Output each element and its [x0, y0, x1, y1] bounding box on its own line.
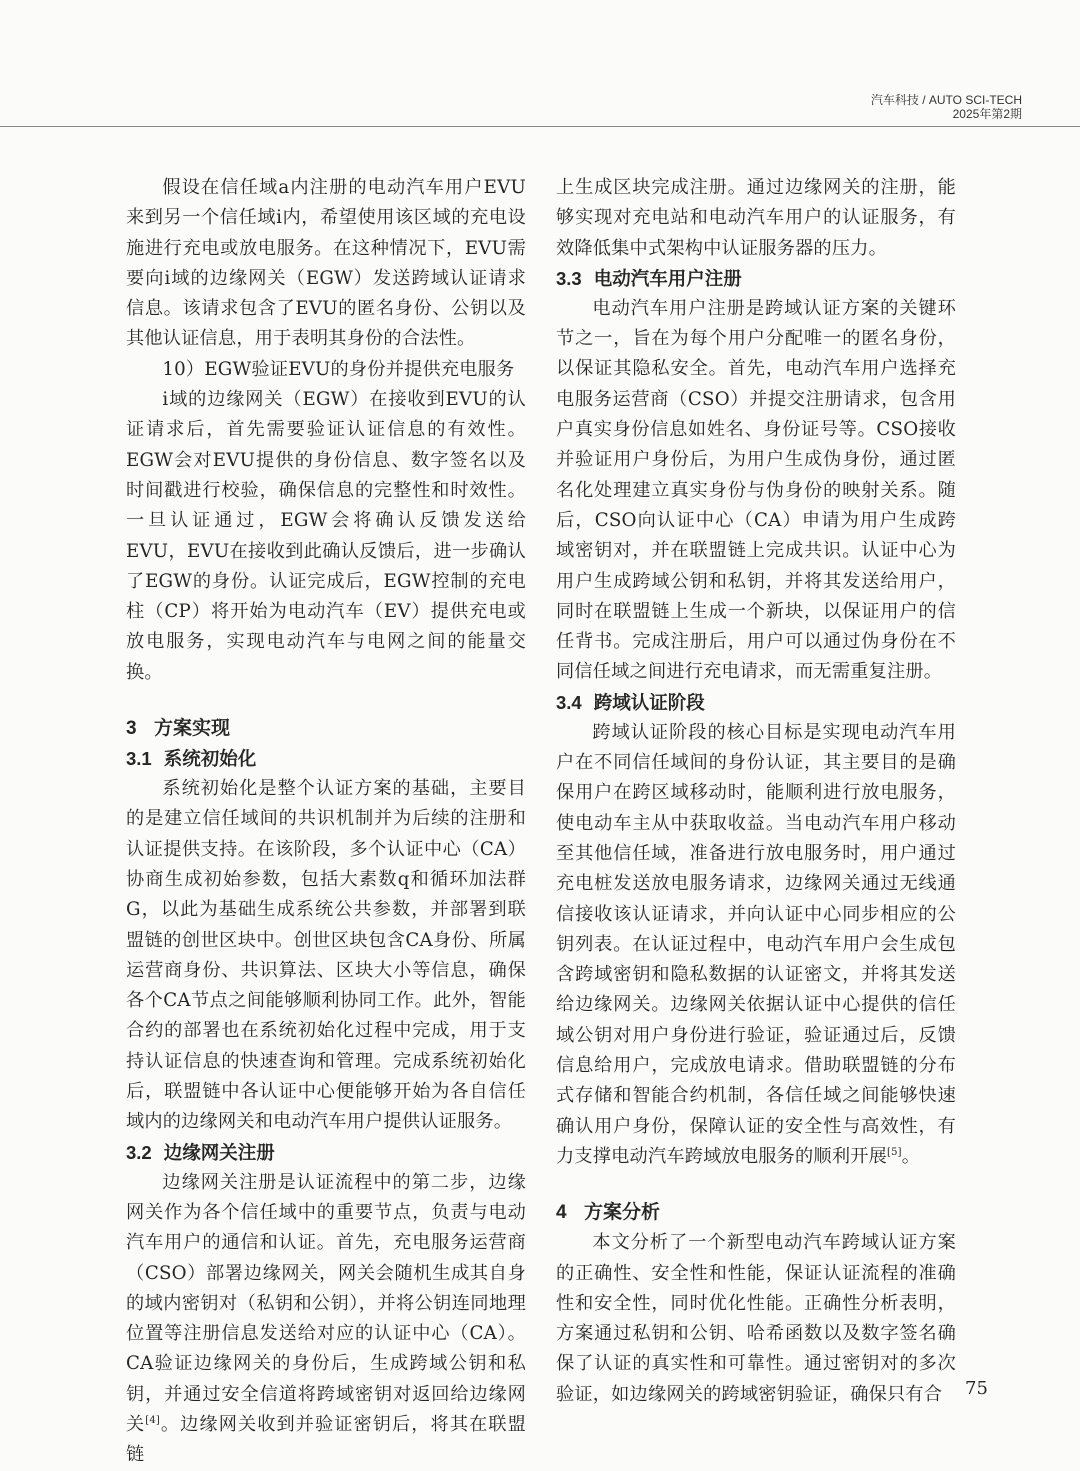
subsection-title: 系统初始化 — [163, 748, 257, 770]
subsection-title: 边缘网关注册 — [163, 1141, 275, 1163]
subsection-heading-3-3 — [556, 264, 956, 294]
subsection-number: 3.1 — [126, 748, 152, 770]
paragraph: 系统初始化是整个认证方案的基础，主要目的是建立信任域间的共识机制并为后续的注册和认证提供支持。在该阶段，多个认证中心（CA）协商生成初始参数，包括大素数q和循环加法群G，以此为基础生成系统公共参数，并部署到联盟链的创世区块中。创世区块包含CA身份、所属运营商身份、共识算法、区块大小等信息，确保各个CA节点之间能够顺利协同工作。此外，智能合约的部署也在系统初始化过程中完成，用于支持认证信息的快速查询和管理。完成系统初始化后，联盟链中各认证中心便能够开始为各自信任域内的边缘网关和电动汽车用户提供认证服务。 — [126, 778, 526, 1133]
issue-label: 2025年第2期 — [952, 107, 1022, 121]
subsection-heading-3-1 — [126, 744, 526, 774]
paragraph-text: 。边缘网关收到并验证密钥后，将其在联盟链 — [126, 1413, 526, 1466]
section-gap — [126, 688, 526, 714]
citation-ref: [5] — [886, 1146, 902, 1158]
section-heading-4 — [556, 1198, 956, 1228]
subsection-title: 跨域认证阶段 — [593, 691, 705, 713]
section-gap — [556, 1172, 956, 1198]
subsection-number: 3.4 — [556, 691, 582, 713]
section-number: 3 — [126, 718, 137, 740]
paragraph: 本文分析了一个新型电动汽车跨域认证方案的正确性、安全性和性能，保证认证流程的准确性和安全性，同时优化性能。正确性分析表明，方案通过私钥和公钥、哈希函数以及数字签名确保了认证的真实性和可靠性。通过密钥对的多次验证，如边缘网关的跨域密钥验证，确保只有合 — [556, 1232, 956, 1405]
paragraph — [556, 718, 956, 1172]
subsection-heading-3-2 — [126, 1138, 526, 1168]
paragraph — [126, 1168, 526, 1471]
paragraph-text: 跨域认证阶段的核心目标是实现电动汽车用户在不同信任域间的身份认证，其主要目的是确保用户在跨区域移动时，能顺利进行放电服务，使电动车主从中获取收益。当电动汽车用户移动至其他信任域，准备进行放电服务时，用户通过充电桩发送放电服务请求，边缘网关通过无线通信接收该认证请求，并向认证中心同步相应的公钥列表。在认证过程中，电动汽车用户会生成包含跨域密钥和隐私数据的认证密文，并将其发送给边缘网关。边缘网关依据认证中心提供的信任域公钥对用户身份进行验证，验证通过后，反馈信息给用户，完成放电请求。借助联盟链的分布式存储和智能合约机制，各信任域之间能够快速确认用户身份，保障认证的安全性与高效性，有力支撑电动汽车跨域放电服务的顺利开展 — [556, 721, 956, 1167]
section-title: 方案分析 — [584, 1202, 661, 1224]
paragraph-text: 。 — [901, 1145, 921, 1167]
subsection-title: 电动汽车用户注册 — [593, 267, 742, 289]
subsection-heading-3-4 — [556, 688, 956, 718]
section-title: 方案实现 — [154, 718, 231, 740]
subsection-number: 3.2 — [126, 1141, 152, 1163]
subsection-number: 3.3 — [556, 267, 582, 289]
header-divider — [0, 126, 1080, 127]
paragraph-text: 边缘网关注册是认证流程中的第二步，边缘网关作为各个信任域中的重要节点，负责与电动汽车用户的通信和认证。首先，充电服务运营商（CSO）部署边缘网关，网关会随机生成其自身的域内密钥对（私钥和公钥），并将公钥连同地理位置等注册信息发送给对应的认证中心（CA）。CA验证边缘网关的身份后，生成跨域公钥和私钥，并通过安全信道将跨域密钥对返回给边缘网关 — [126, 1171, 526, 1435]
paragraph: 上生成区块完成注册。通过边缘网关的注册，能够实现对充电站和电动汽车用户的认证服务，有效降低集中式架构中认证服务器的压力。 — [556, 177, 956, 259]
left-column — [126, 173, 526, 1471]
journal-name: 汽车科技 / AUTO SCI-TECH — [870, 93, 1022, 107]
step-heading: 10）EGW验证EVU的身份并提供充电服务 — [162, 358, 515, 380]
page-number: 75 — [965, 1378, 988, 1399]
paragraph: i域的边缘网关（EGW）在接收到EVU的认证请求后，首先需要验证认证信息的有效性。EGW会对EVU提供的身份信息、数字签名以及时间戳进行校验，确保信息的完整性和时效性。一旦认证通过，EGW会将确认反馈发送给EVU，EVU在接收到此确认反馈后，进一步确认了EGW的身份。认证完成后，EGW控制的充电柱（CP）将开始为电动汽车（EV）提供充电或放电服务，实现电动汽车与电网之间的能量交换。 — [126, 389, 526, 683]
citation-ref: [4] — [145, 1414, 161, 1426]
paragraph: 电动汽车用户注册是跨域认证方案的关键环节之一，旨在为每个用户分配唯一的匿名身份，以保证其隐私安全。首先，电动汽车用户选择充电服务运营商（CSO）并提交注册请求，包含用户真实身份信息如姓名、身份证号等。CSO接收并验证用户身份后，为用户生成伪身份，通过匿名化处理建立真实身份与伪身份的映射关系。随后，CSO向认证中心（CA）申请为用户生成跨域密钥对，并在联盟链上完成共识。认证中心为用户生成跨域公钥和私钥，并将其发送给用户，同时在联盟链上生成一个新块，以保证用户的信任背书。完成注册后，用户可以通过伪身份在不同信任域之间进行充电请求，而无需重复注册。 — [556, 297, 956, 683]
section-number: 4 — [556, 1202, 567, 1224]
running-header — [871, 93, 1022, 121]
right-column — [556, 173, 956, 1410]
section-heading-3 — [126, 714, 526, 744]
paragraph: 假设在信任域a内注册的电动汽车用户EVU来到另一个信任域i内，希望使用该区域的充电设施进行充电或放电服务。在这种情况下，EVU需要向i域的边缘网关（EGW）发送跨域认证请求信息。该请求包含了EVU的匿名身份、公钥以及其他认证信息，用于表明其身份的合法性。 — [126, 177, 526, 350]
